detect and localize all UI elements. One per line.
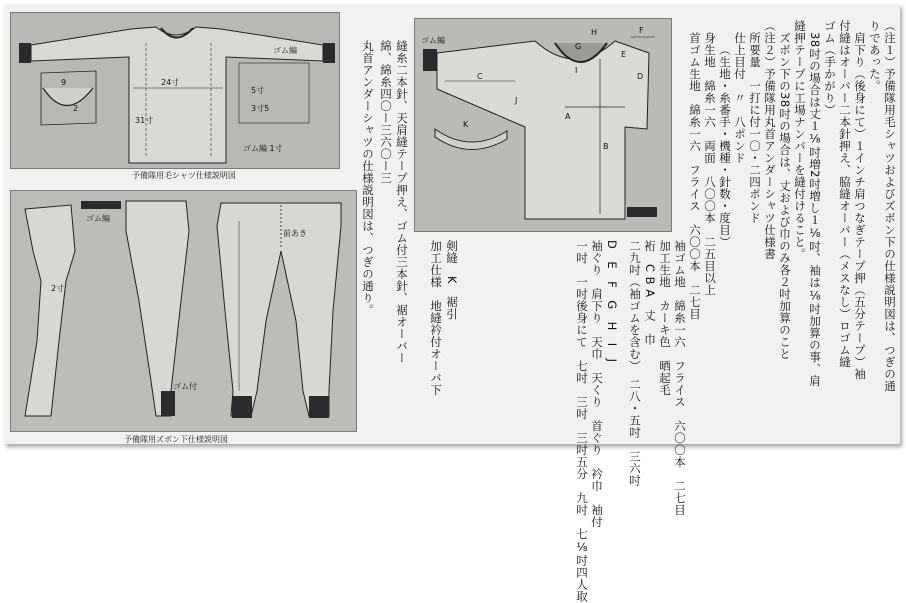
shirt-label-8: ゴム編 1寸 [243, 144, 283, 153]
undershirt-label-g: G [575, 42, 582, 51]
undershirt-label-k: K [463, 120, 469, 129]
right-text-col-20: 袖ぐり 肩下り 天巾 天くり 首ぐり 衿巾 袖付 [590, 240, 604, 528]
trousers-label-3: 2寸 [51, 284, 65, 293]
undershirt-label-d: D [637, 72, 644, 81]
shirt-label-7: 3寸5 [251, 104, 270, 113]
right-text-col-10: 所要量 一打に付一〇・二四ポンド [748, 32, 762, 224]
undershirt-label-h: H [591, 28, 598, 37]
shirt-diagram-photo [10, 12, 340, 169]
right-text-col-14: 首ゴム生地 綿糸一六 フライス 六〇〇本 二七目 [688, 32, 702, 320]
trousers-diagram-photo [10, 190, 357, 432]
right-text-col-21: 一吋 一吋後身にて 七吋 三吋 三吋五分 九吋 七⅛吋四人取 [575, 240, 589, 603]
undershirt-label-f: F [639, 26, 644, 35]
undershirt-label-rib: ゴム編 [421, 36, 445, 45]
shirt-diagram [11, 13, 339, 168]
right-text-col-16: 加工生地 カーキ色 晒起毛 [658, 240, 672, 396]
right-text-col-13: 身生地 綿糸一六 両面 八〇〇本 二五目以上 [703, 32, 717, 296]
shirt-label-4: 31寸 [135, 116, 154, 125]
undershirt-label-c: C [477, 72, 483, 81]
middle-text-col-2: 綿、綿糸四〇ー三六〇ー三 [379, 40, 393, 184]
undershirt-label-a: A [565, 112, 571, 121]
undershirt-label-e: E [621, 50, 627, 59]
right-text-col-12: （生地・糸番手・機種・針数・度目） [718, 44, 732, 248]
right-text-col-7: 縫押テープに工場ナンバーを縫付けること。 [793, 20, 807, 260]
right-text-col-23: 加工仕様 地縫衿付オーバ下 [429, 240, 443, 396]
undershirt-diagram [415, 19, 671, 231]
middle-text-col-3: 丸首アンダーシャツの仕様説明図は、つぎの通り。 [361, 40, 375, 316]
right-text-col-19: D E F G H I J [605, 240, 619, 363]
trousers-label-4: ゴム付 [173, 382, 197, 391]
right-text-col-6: 38吋の場合は丈１⅛吋増2吋増し１⅛吋、袖は⅛吋加算の事、肩 [808, 32, 822, 387]
shirt-caption: 予備隊用毛シャツ仕様説明図 [132, 171, 236, 180]
right-text-col-2: りであった。 [868, 20, 882, 92]
trousers-label-2: 前あき [283, 229, 307, 238]
shirt-label-2: 2 [73, 104, 79, 113]
undershirt-label-i: I [575, 66, 578, 75]
document-page [4, 4, 900, 603]
trousers-label-1: ゴム編 [86, 214, 110, 223]
shirt-label-3: 24寸 [161, 78, 180, 87]
undershirt-label-b: B [603, 142, 609, 151]
right-text-col-11: 仕上目付 〃 八ポンド [733, 32, 747, 164]
middle-text-col-1: 縫糸二本針、天肩縫テープ押え、ゴム付三本針、裾オーバー [395, 40, 409, 364]
trousers-diagram [11, 191, 356, 431]
right-text-col-8: ズボン下の38吋の場合は、丈および巾のみ各２吋加算のこと [778, 32, 792, 360]
shirt-label-1: 9 [61, 78, 67, 87]
right-text-col-4: 付縫はオーバー二本針押え、脇縫オーバー（メスなし）ロゴム縫 [838, 20, 852, 368]
undershirt-label-j: J [515, 96, 518, 105]
right-text-col-3: 肩下り（後身にて）１インチ肩つなぎテープ押（五分テープ）袖 [853, 32, 867, 380]
right-text-col-9: （注２）予備隊用丸首アンダーシャツ仕様書 [763, 20, 777, 260]
right-text-col-15: 袖ゴム地 綿糸一六 フライス 六〇〇本 二七目 [673, 240, 687, 516]
shirt-label-6: 5寸 [251, 86, 265, 95]
right-text-col-22: 剣縫 K 裾引 [445, 240, 459, 321]
shirt-label-5: ゴム編 [273, 46, 297, 55]
right-text-col-5: ゴム（手かがり） [823, 20, 837, 116]
right-text-col-1: （注１）予備隊用毛シャツおよびズボン下の仕様説明図は、つぎの通 [883, 20, 897, 392]
undershirt-diagram-photo [414, 18, 672, 232]
right-text-col-18: 二九吋（袖ゴムを含む） 二八・五吋 三六吋 [628, 240, 642, 487]
right-text-col-17: 裄 C B A 丈 巾 [643, 240, 657, 346]
trousers-caption: 予備隊用ズボン下仕様説明図 [124, 435, 228, 444]
